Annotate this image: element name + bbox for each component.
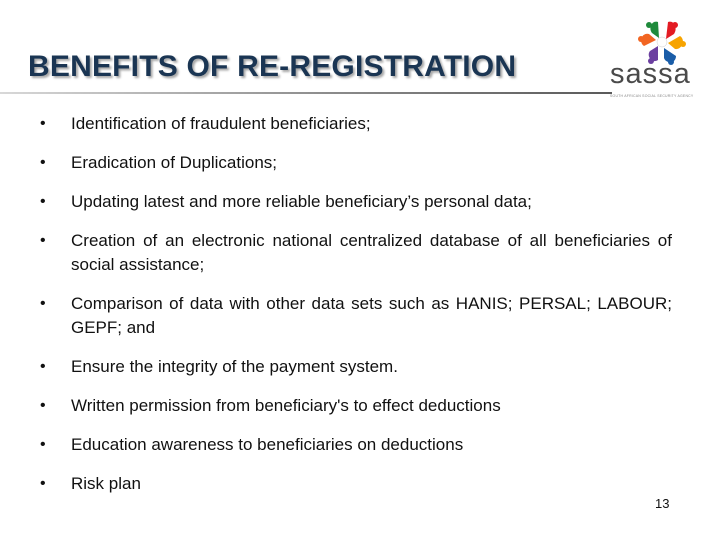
- bullet-text: Education awareness to beneficiaries on deductions: [71, 435, 464, 454]
- bullet-item: [40, 229, 672, 277]
- bullet-text: Updating latest and more reliable beneficiary’s personal data;: [71, 192, 532, 211]
- bullet-text: Written permission from beneficiary's to effect deductions: [71, 396, 501, 415]
- bullet-marker: •: [40, 115, 46, 132]
- bullet-item: [40, 190, 672, 214]
- logo-head-3: [680, 41, 686, 47]
- bullet-marker: •: [40, 475, 46, 492]
- bullet-item: [40, 112, 672, 136]
- bullet-text: Creation of an electronic national centralized database of all beneficiaries of social assistance;: [71, 231, 672, 274]
- bullet-marker: •: [40, 358, 46, 375]
- title-divider: [0, 92, 612, 94]
- bullet-item: [40, 292, 672, 340]
- slide-title: BENEFITS OF RE-REGISTRATION: [28, 50, 517, 83]
- logo-head-1: [646, 22, 652, 28]
- bullet-item: [40, 472, 672, 496]
- bullet-marker: •: [40, 397, 46, 414]
- page-number: 13: [655, 496, 670, 511]
- bullet-text: Identification of fraudulent beneficiaries;: [71, 114, 371, 133]
- bullet-marker: •: [40, 295, 46, 312]
- bullet-text: Ensure the integrity of the payment system.: [71, 357, 398, 376]
- bullet-item: [40, 151, 672, 175]
- logo-wordmark: sassa: [610, 58, 691, 90]
- bullet-text: Risk plan: [71, 474, 141, 493]
- bullet-list: [40, 112, 672, 511]
- logo-tagline: SOUTH AFRICAN SOCIAL SECURITY AGENCY: [610, 94, 694, 98]
- bullet-marker: •: [40, 193, 46, 210]
- logo-head-2: [672, 22, 678, 28]
- bullet-item: [40, 355, 672, 379]
- bullet-text: Eradication of Duplications;: [71, 153, 278, 172]
- bullet-marker: •: [40, 154, 46, 171]
- logo-center: [657, 37, 667, 47]
- bullet-marker: •: [40, 436, 46, 453]
- bullet-item: [40, 394, 672, 418]
- bullet-item: [40, 433, 672, 457]
- logo-head-6: [638, 36, 644, 42]
- bullet-marker: •: [40, 232, 46, 249]
- bullet-text: Comparison of data with other data sets such as HANIS; PERSAL; LABOUR; GEPF; and: [71, 294, 672, 337]
